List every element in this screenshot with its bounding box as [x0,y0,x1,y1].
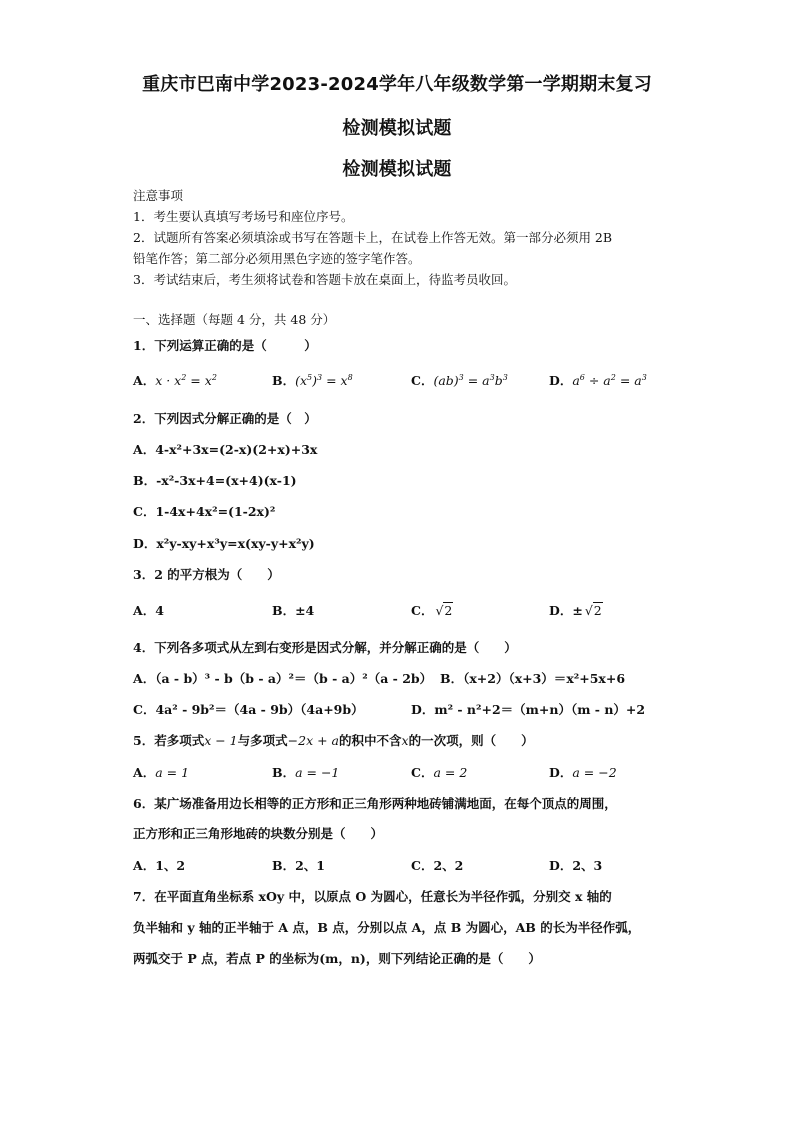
q4-option-a: A．（a - b）³ - b（b - a）²＝（b - a）²（a - 2b） [133,671,433,686]
q1-option-d: D．$a^6 \div a^2 = a^3$ [549,373,647,388]
question-6-stem: 6．某广场准备用边长相等的正方形和正三角形两种地砖铺满地面，在每个顶点的周围， [133,796,617,811]
question-2-stem: 2．下列因式分解正确的是（ ） [133,411,317,426]
q5-option-d: D．a = −2 [549,765,617,780]
q3-option-d: D．± √2 [549,603,602,618]
notice-heading: 注意事项 [133,188,184,203]
q4-option-b: B．（x+2）（x+3）＝x²+5x+6 [440,671,626,686]
page-title: 重庆市巴南中学2023-2024学年八年级数学第一学期期末复习 [142,74,652,95]
notice-item-1: 1．考生要认真填写考场号和座位序号。 [133,209,354,224]
q5-option-a: A．a = 1 [133,765,190,780]
q3-option-c: C． √2 [411,603,453,618]
question-7-stem: 7．在平面直角坐标系 xOy 中，以原点 O 为圆心，任意长为半径作弧，分别交 x 轴的 [133,889,612,904]
q1-option-a: A．$x \cdot x^2 = x^2$ [133,373,217,388]
section-heading: 一、选择题（每题 4 分，共 48 分） [133,312,336,327]
question-7-stem-cont: 负半轴和 y 轴的正半轴于 A 点，B 点，分别以点 A，点 B 为圆心，AB 的长为半径作弧， [133,920,641,935]
question-1-stem: 1．下列运算正确的是（ ） [133,338,317,353]
q5-option-b: B．a = −1 [272,765,340,780]
notice-item-2: 2．试题所有答案必须填涂或书写在答题卡上，在试卷上作答无效。第一部分必须用 2B [133,230,613,245]
question-6-stem-cont: 正方形和正三角形地砖的块数分别是（ ） [133,826,384,841]
q6-option-d: D．2、3 [549,858,603,873]
q5-option-c: C．a = 2 [411,765,468,780]
page-subtitle: 检测模拟试题 [342,118,452,139]
q3-option-b: B．±4 [272,603,315,618]
q2-option-b: B．-x²-3x+4=(x+4)(x-1) [133,473,297,488]
question-4-stem: 4．下列各多项式从左到右变形是因式分解，并分解正确的是（ ） [133,640,517,655]
q6-option-b: B．2、1 [272,858,325,873]
q2-option-d: D．x²y-xy+x³y=x(xy-y+x²y) [133,536,315,551]
q3-option-a: A．4 [133,603,164,618]
q4-option-d: D．m² - n²+2＝（m+n）（m - n）+2 [411,702,646,717]
q2-option-a: A．4-x²+3x=(2-x)(2+x)+3x [133,442,318,457]
notice-item-3: 3．考试结束后，考生须将试卷和答题卡放在桌面上，待监考员收回。 [133,272,516,287]
q6-option-c: C．2、2 [411,858,464,873]
page-subtitle-repeat: 检测模拟试题 [342,159,452,180]
q1-option-b: B．$(x^5)^3 = x^8$ [272,373,353,388]
q4-option-c: C．4a² - 9b²＝（4a - 9b）（4a+9b） [133,702,364,717]
q1-option-c: C．$(ab)^3 = a^3b^3$ [411,373,508,388]
question-5-stem: 5．若多项式x − 1与多项式−2x + a的积中不含x的一次项，则（ ） [133,733,534,748]
notice-item-2-cont: 铅笔作答；第二部分必须用黑色字迹的签字笔作答。 [133,251,421,266]
q2-option-c: C．1-4x+4x²=(1-2x)² [133,504,276,519]
q6-option-a: A．1、2 [133,858,186,873]
question-7-stem-cont2: 两弧交于 P 点，若点 P 的坐标为(m，n)，则下列结论正确的是（ ） [133,951,541,966]
question-3-stem: 3．2 的平方根为（ ） [133,567,280,582]
